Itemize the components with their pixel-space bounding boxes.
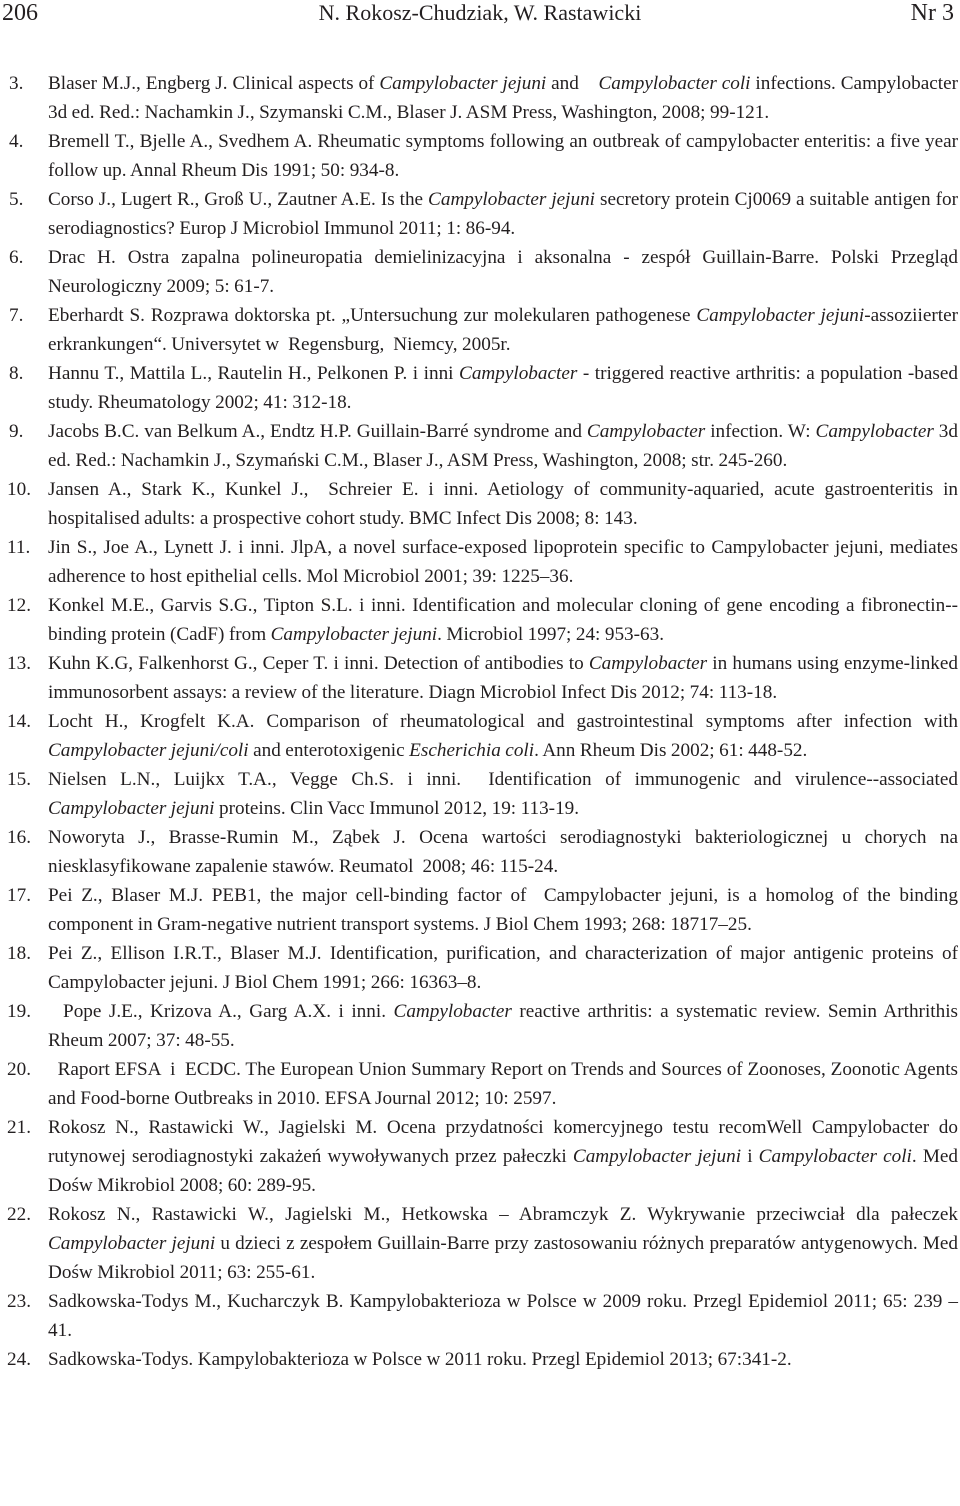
- reference-number: 18.: [7, 943, 31, 964]
- reference-text: [48, 479, 958, 529]
- reference-number: 6.: [9, 247, 24, 268]
- reference-text: [48, 305, 958, 355]
- reference-text: [48, 1059, 958, 1109]
- reference-text-segment: in humans using enzyme-linked immunosorbent assays: a review of the literature. Diagn Microbiol Infect Dis 2012; 74: 113-18.: [48, 653, 958, 703]
- reference-text: [48, 131, 958, 181]
- reference-item: [0, 359, 960, 417]
- reference-text: [48, 537, 958, 587]
- reference-text: [48, 885, 958, 935]
- reference-text: [48, 1001, 958, 1051]
- reference-text: [48, 711, 958, 761]
- reference-text-segment: Jin S., Joe A., Lynett J. i inni. JlpA, a novel surface-exposed lipoprotein specific to Campylobacter jejuni, mediates adherence to host epithelial cells. Mol Microbiol 2001; 39: 1225–36.: [48, 537, 958, 587]
- reference-number: 4.: [9, 131, 24, 152]
- reference-number: 23.: [7, 1291, 31, 1312]
- reference-text: [48, 1349, 792, 1370]
- reference-text-segment: Noworyta J., Brasse-Rumin M., Ząbek J. Ocena wartości serodiagnostyki bakteriologicznej u chorych na niesklasyfikowane zapalenie stawów. Reumatol 2008; 46: 115-24.: [48, 827, 958, 877]
- italic-taxon-text: Campylobacter jejuni: [428, 189, 596, 210]
- reference-text: [48, 1117, 958, 1196]
- reference-text-segment: infections. Campylobacter 3d ed. Red.: Nachamkin J., Szymanski C.M., Blaser J. ASM Press, Washington, 2008; 99-121.: [48, 73, 958, 123]
- reference-number: 8.: [9, 363, 24, 384]
- reference-number: 3.: [9, 73, 24, 94]
- italic-taxon-text: Campylobacter jejuni: [379, 73, 547, 94]
- reference-text-segment: Corso J., Lugert R., Groß U., Zautner A.E. Is the: [48, 189, 429, 210]
- reference-text-segment: Hannu T., Mattila L., Rautelin H., Pelkonen P. i inni: [48, 363, 460, 384]
- reference-number: 10.: [7, 479, 31, 500]
- reference-number: 20.: [7, 1059, 31, 1080]
- italic-taxon-text: Campylobacter jejuni: [572, 1146, 742, 1167]
- reference-number: 9.: [9, 421, 24, 442]
- reference-text-segment: Pei Z., Blaser M.J. PEB1, the major cell-binding factor of Campylobacter jejuni, is a homolog of the binding component in Gram-negative nutrient transport systems. J Biol Chem 1993; 268: 18717–25.: [48, 885, 958, 935]
- reference-text-segment: . Microbiol 1997; 24: 953-63.: [437, 624, 665, 645]
- reference-text-segment: 3d ed. Red.: Nachamkin J., Szymański C.M., Blaser J., ASM Press, Washington, 2008; str. 245-260.: [48, 421, 958, 471]
- reference-text: [48, 769, 958, 819]
- reference-text-segment: proteins. Clin Vacc Immunol 2012, 19: 113-19.: [214, 798, 580, 819]
- reference-item: [0, 1055, 960, 1113]
- reference-item: [0, 881, 960, 939]
- reference-number: 13.: [7, 653, 31, 674]
- reference-text: [48, 1204, 958, 1283]
- reference-text-segment: u dzieci z zespołem Guillain-Barre przy zastosowaniu różnych preparatów antygenowych. Med Dośw Mikrobiol 2011; 63: 255-61.: [48, 1233, 958, 1283]
- issue-number: Nr 3: [910, 0, 954, 26]
- reference-item: [0, 939, 960, 997]
- reference-item: [0, 417, 960, 475]
- reference-text: [48, 363, 958, 413]
- italic-taxon-text: Campylobacter jejuni: [696, 305, 865, 326]
- reference-text: [48, 943, 958, 993]
- italic-taxon-text: Escherichia coli: [409, 740, 535, 761]
- reference-text-segment: Eberhardt S. Rozprawa doktorska pt. „Untersuchung zur molekularen pathogenese: [48, 305, 697, 326]
- reference-text-segment: Nielsen L.N., Luijkx T.A., Vegge Ch.S. i inni. Identification of immunogenic and virulence--associated: [48, 769, 958, 790]
- reference-number: 14.: [7, 711, 31, 732]
- reference-text-segment: and enterotoxigenic: [248, 740, 410, 761]
- reference-item: [0, 475, 960, 533]
- reference-text-segment: - triggered reactive arthritis: a population -based study. Rheumatology 2002; 41: 312-18.: [48, 363, 958, 413]
- reference-text-segment: Jacobs B.C. van Belkum A., Endtz H.P. Guillain-Barré syndrome and: [48, 421, 587, 442]
- reference-text-segment: Locht H., Krogfelt K.A. Comparison of rheumatological and gastrointestinal symptoms after infection with: [48, 711, 958, 732]
- reference-text-segment: Rokosz N., Rastawicki W., Jagielski M. Ocena przydatności komercyjnego testu recomWell Campylobacter do rutynowej serodiagnostyki zakażeń wywoływanych przez pałeczki: [48, 1117, 958, 1167]
- reference-item: [0, 533, 960, 591]
- reference-item: [0, 823, 960, 881]
- reference-item: [0, 1287, 960, 1345]
- italic-taxon-text: Campylobacter coli: [758, 1146, 912, 1167]
- italic-taxon-text: Campylobacter: [459, 363, 578, 384]
- reference-item: [0, 1345, 960, 1374]
- reference-item: [0, 591, 960, 649]
- reference-text-segment: and: [546, 73, 599, 94]
- reference-text-segment: Blaser M.J., Engberg J. Clinical aspects of: [48, 73, 380, 94]
- reference-text-segment: Drac H. Ostra zapalna polineuropatia demielinizacyjna i aksonalna - zespół Guillain-Barre. Polski Przegląd Neurologiczny 2009; 5: 61-7.: [48, 247, 958, 297]
- reference-text-segment: Jansen A., Stark K., Kunkel J., Schreier E. i inni. Aetiology of community-aquaried, acute gastroenteritis in hospitalised adults: a prospective cohort study. BMC Infect Dis 2008; 8: 143.: [48, 479, 958, 529]
- reference-number: 19.: [7, 1001, 31, 1022]
- reference-text: [48, 595, 958, 645]
- italic-taxon-text: Campylobacter jejuni/coli: [48, 740, 249, 761]
- italic-taxon-text: Campylobacter jejuni: [270, 624, 438, 645]
- reference-text: [48, 247, 958, 297]
- reference-text: [48, 189, 958, 239]
- reference-item: [0, 649, 960, 707]
- reference-number: 5.: [9, 189, 24, 210]
- reference-number: 11.: [7, 537, 31, 558]
- reference-item: [0, 69, 960, 127]
- reference-number: 22.: [7, 1204, 31, 1225]
- reference-item: [0, 301, 960, 359]
- reference-text-segment: Sadkowska-Todys. Kampylobakterioza w Polsce w 2011 roku. Przegl Epidemiol 2013; 67:341-2.: [48, 1349, 792, 1370]
- reference-text-segment: Raport EFSA i ECDC. The European Union Summary Report on Trends and Sources of Zoonoses, Zoonotic Agents and Food-borne Outbreaks in 2010. EFSA Journal 2012; 10: 2597.: [48, 1059, 958, 1109]
- reference-item: [0, 185, 960, 243]
- reference-text: [48, 73, 958, 123]
- reference-text: [48, 421, 958, 471]
- reference-item: [0, 243, 960, 301]
- reference-number: 17.: [7, 885, 31, 906]
- reference-item: [0, 997, 960, 1055]
- reference-item: [0, 1200, 960, 1287]
- reference-text: [48, 827, 958, 877]
- italic-taxon-text: Campylobacter: [588, 653, 708, 674]
- reference-number: 21.: [7, 1117, 31, 1138]
- reference-text-segment: . Ann Rheum Dis 2002; 61: 448-52.: [534, 740, 808, 761]
- reference-number: 7.: [9, 305, 24, 326]
- reference-number: 24.: [7, 1349, 31, 1370]
- reference-text-segment: Pei Z., Ellison I.R.T., Blaser M.J. Identification, purification, and characterization of major antigenic proteins of Campylobacter jejuni. J Biol Chem 1991; 266: 16363–8.: [48, 943, 958, 993]
- reference-text-segment: reactive arthritis: a systematic review. Semin Arthrithis Rheum 2007; 37: 48-55.: [48, 1001, 958, 1051]
- italic-taxon-text: Campylobacter: [586, 421, 706, 442]
- reference-text-segment: Kuhn K.G, Falkenhorst G., Ceper T. i inni. Detection of antibodies to: [48, 653, 589, 674]
- italic-taxon-text: Campylobacter: [393, 1001, 512, 1022]
- reference-number: 16.: [7, 827, 31, 848]
- reference-text-segment: i: [741, 1146, 759, 1167]
- reference-text-segment: . Med Dośw Mikrobiol 2008; 60: 289-95.: [48, 1146, 959, 1196]
- reference-text-segment: secretory protein Cj0069 a suitable antigen for serodiagnostics? Europ J Microbiol Immunol 2011; 1: 86-94.: [48, 189, 958, 239]
- reference-text-segment: infection. W:: [705, 421, 816, 442]
- reference-text: [48, 653, 958, 703]
- reference-item: [0, 707, 960, 765]
- running-header-authors: N. Rokosz-Chudziak, W. Rastawicki: [318, 0, 642, 25]
- page-number: 206: [2, 0, 38, 26]
- reference-item: [0, 765, 960, 823]
- reference-text-segment: Sadkowska-Todys M., Kucharczyk B. Kampylobakterioza w Polsce w 2009 roku. Przegl Epidemiol 2011; 65: 239 – 41.: [48, 1291, 958, 1341]
- italic-taxon-text: Campylobacter: [815, 421, 934, 442]
- running-header: [0, 0, 960, 26]
- reference-item: [0, 1113, 960, 1200]
- reference-text-segment: Rokosz N., Rastawicki W., Jagielski M., Hetkowska – Abramczyk Z. Wykrywanie przeciwciał dla pałeczek: [48, 1204, 958, 1225]
- reference-text-segment: Konkel M.E., Garvis S.G., Tipton S.L. i inni. Identification and molecular cloning of gene encoding a fibronectin--binding protein (CadF) from: [48, 595, 958, 645]
- italic-taxon-text: Campylobacter jejuni: [48, 798, 215, 819]
- italic-taxon-text: Campylobacter jejuni: [48, 1233, 216, 1254]
- reference-text-segment: Pope J.E., Krizova A., Garg A.X. i inni.: [48, 1001, 394, 1022]
- reference-list: [0, 69, 960, 1374]
- reference-text-segment: Bremell T., Bjelle A., Svedhem A. Rheumatic symptoms following an outbreak of campylobacter enteritis: a five year follow up. Annal Rheum Dis 1991; 50: 934-8.: [48, 131, 958, 181]
- reference-text: [48, 1291, 958, 1341]
- reference-item: [0, 127, 960, 185]
- reference-number: 15.: [7, 769, 31, 790]
- italic-taxon-text: Campylobacter coli: [598, 73, 751, 94]
- reference-number: 12.: [7, 595, 31, 616]
- reference-text-segment: -assoziierter erkrankungen“. Universytet w Regensburg, Niemcy, 2005r.: [48, 305, 958, 355]
